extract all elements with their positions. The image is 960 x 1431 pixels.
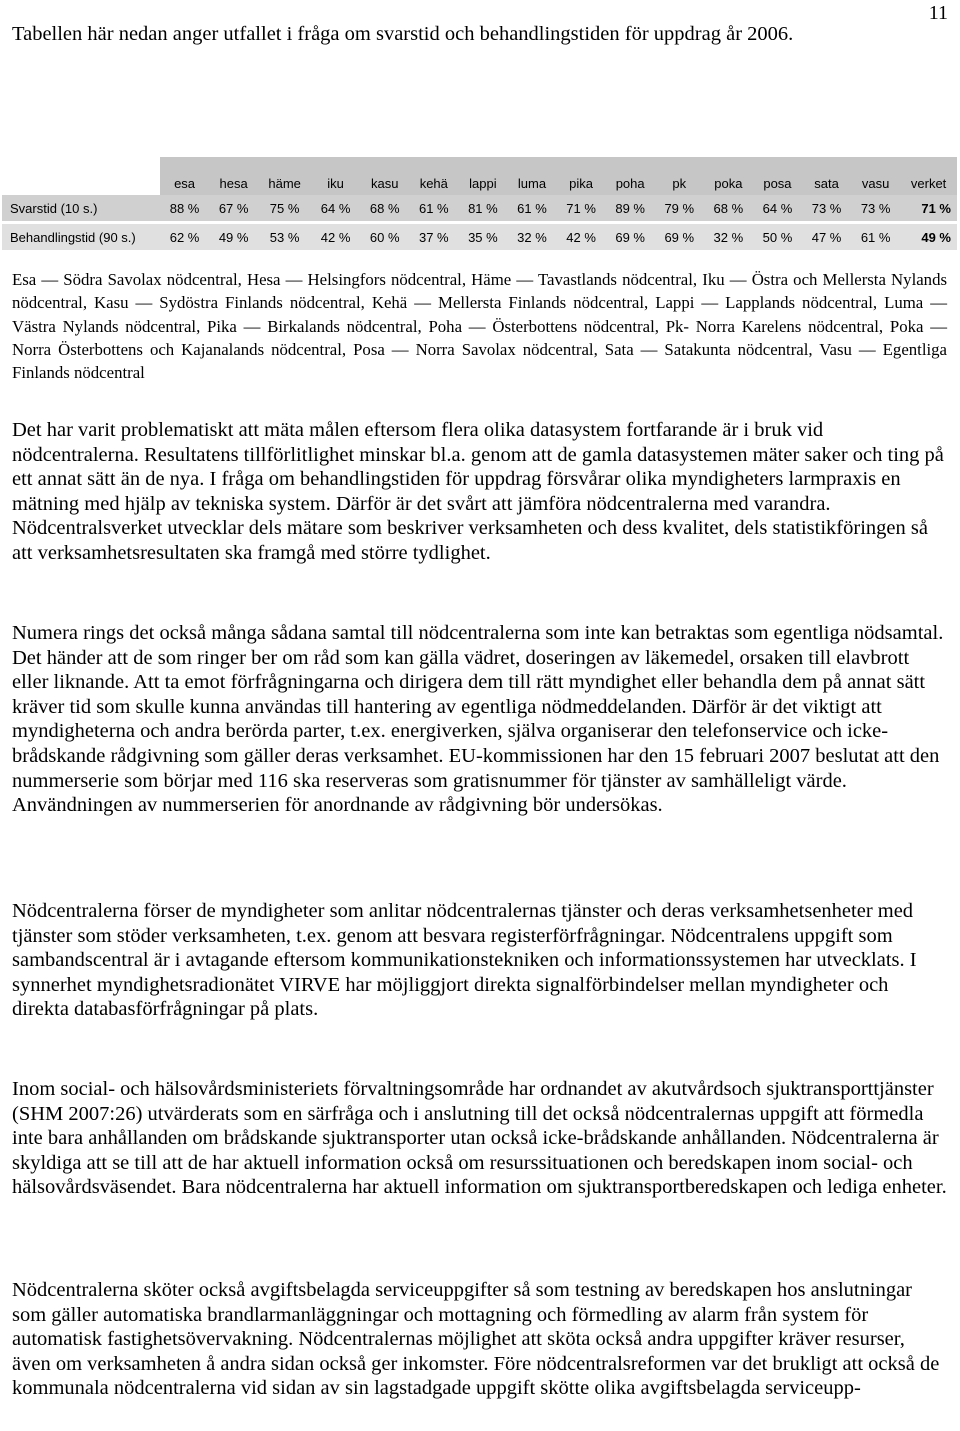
header-iku: iku bbox=[311, 154, 360, 195]
abbreviation-legend: Esa — Södra Savolax nödcentral, Hesa — Helsingfors nödcentral, Häme — Tavastlands nödcentral, Iku — Östra och Mellersta Nylands nödcentral, Kasu — Sydöstra Finlands nödcentral, Kehä — Mellersta Finlands nödcentral, Lappi — Lapplands nödcentral, Luma — Västra Nylands nödcentral, Pika — Birkalands nödcentral, Poha — Österbottens nödcentral, Pk- Norra Karelens nödcentral, Poka — Norra Österbottens och Kajanalands nödcentral, Posa — Norra Savolax nödcentral, Sata — Satakunta nödcentral, Vasu — Egentliga Finlands nödcentral bbox=[12, 270, 947, 383]
header-pk: pk bbox=[655, 154, 704, 195]
header-hesa: hesa bbox=[209, 154, 258, 195]
header-kasu: kasu bbox=[360, 154, 409, 195]
header-vasu: vasu bbox=[851, 154, 900, 195]
table-cell: 69 % bbox=[655, 223, 704, 251]
header-poha: poha bbox=[606, 154, 655, 195]
table-cell: 67 % bbox=[209, 195, 258, 223]
table-cell: 73 % bbox=[851, 195, 900, 223]
table-cell: 61 % bbox=[507, 195, 556, 223]
header-empty bbox=[2, 154, 160, 195]
results-table-container bbox=[2, 151, 957, 250]
intro-paragraph: Tabellen här nedan anger utfallet i fråga om svarstid och behandlingstiden för uppdrag år 2006. bbox=[12, 23, 794, 45]
table-cell: 68 % bbox=[704, 195, 753, 223]
body-paragraph: Numera rings det också många sådana samtal till nödcentralerna som inte kan betraktas som egentliga nödsamtal. Det händer att de som ringer ber om råd som kan gälla vädret, doseringen av läkemedel, orsaken till elavbrott eller liknande. Att ta emot förfrågningarna och dirigera dem till rätt myndighet eller behandla dem på annat sätt kräver tid som skulle kunna användas till hantering av egentliga nödmeddelanden. Därför är det viktigt att myndigheterna och andra berörda parter, t.ex. energiverken, själva organiserar den telefonservice och icke-brådskande rådgivning som gäller deras verksamhet. EU-kommissionen har den 15 februari 2007 beslutat att den nummerserie som börjar med 116 ska reserveras som gratisnummer för tjänster av samhälleligt värde. Användningen av nummerserien för anordnande av rådgivning bör undersökas. bbox=[12, 622, 944, 817]
table-cell: 75 % bbox=[258, 195, 311, 223]
table-cell: 64 % bbox=[311, 195, 360, 223]
table-cell: 71 % bbox=[557, 195, 606, 223]
body-paragraph: Inom social- och hälsovårdsministeriets förvaltningsområde har ordnandet av akutvårdsoch sjuktransporttjänster (SHM 2007:26) utvärderats som en särfråga och i anslutning till det också nödcentralernas uppgift att förmedla inte bara anhållanden om brådskande sjuktransporter utan också icke-brådskande anhållanden. Nödcentralerna är skyldiga att se till att de har aktuell information också om resurssituationen och beredskapen inom social- och hälsovårdsväsendet. Bara nödcentralerna har aktuell information om sjuktransportberedskapen och lediga enheter. bbox=[12, 1078, 947, 1199]
table-cell: 60 % bbox=[360, 223, 409, 251]
header-posa: posa bbox=[753, 154, 802, 195]
row-label: Svarstid (10 s.) bbox=[2, 195, 160, 223]
header-verket: verket bbox=[900, 154, 957, 195]
body-paragraph: Det har varit problematiskt att mäta målen eftersom flera olika datasystem fortfarande är i bruk vid nödcentralerna. Resultatens tillförlitlighet minskar bl.a. genom att de gamla datasystemen mäter saker och ting på ett annat sätt än de nya. I fråga om behandlingstiden för uppdrag försvårar olika myndigheters larmpraxis en mätning med hjälp av tekniska system. Därför är det svårt att jämföra nödcentralerna med varandra. Nödcentralsverket utvecklar dels mätare som beskriver verksamheten och dess kvalitet, dels statistikföringen så att verksamhetsresultaten ska framgå med större tydlighet. bbox=[12, 419, 944, 564]
header-luma: luma bbox=[507, 154, 556, 195]
table-cell: 37 % bbox=[409, 223, 458, 251]
header-keha: kehä bbox=[409, 154, 458, 195]
table-header-row bbox=[2, 154, 957, 195]
table-cell: 62 % bbox=[160, 223, 209, 251]
table-cell: 68 % bbox=[360, 195, 409, 223]
table-cell: 81 % bbox=[458, 195, 507, 223]
header-esa: esa bbox=[160, 154, 209, 195]
body-paragraph: Nödcentralerna förser de myndigheter som anlitar nödcentralernas tjänster och deras verksamhetsenheter med tjänster som stöder verksamheten, t.ex. genom att besvara registerförfrågningar. Nödcentralens uppgift som sambandscentral är i avtagande eftersom kommunikationstekniken och informationssystemen har utvecklats. I synnerhet myndighetsradionätet VIRVE har möjliggjort direkta signalförbindelser mellan myndigheter och direkta databasförfrågningar på plats. bbox=[12, 900, 917, 1021]
table-cell: 53 % bbox=[258, 223, 311, 251]
table-cell: 79 % bbox=[655, 195, 704, 223]
results-table bbox=[2, 151, 957, 250]
total-cell: 71 % bbox=[900, 195, 957, 223]
table-cell: 61 % bbox=[851, 223, 900, 251]
header-sata: sata bbox=[802, 154, 851, 195]
table-cell: 89 % bbox=[606, 195, 655, 223]
body-paragraph: Nödcentralerna sköter också avgiftsbelagda serviceuppgifter så som testning av beredskapen hos anslutningar som gäller automatiska brandlarmanläggningar och mottagning och förmedling av alarm från system för automatisk fastighetsövervakning. Nödcentralernas möjlighet att sköta också andra uppgifter kräver resurser, även om verksamheten å andra sidan också ger inkomster. Före nödcentralsreformen var det brukligt att också de kommunala nödcentralerna vid sidan av sin lagstadgade uppgift skötte olika avgiftsbelagda serviceupp- bbox=[12, 1279, 940, 1400]
table-cell: 50 % bbox=[753, 223, 802, 251]
table-cell: 32 % bbox=[507, 223, 556, 251]
table-cell: 49 % bbox=[209, 223, 258, 251]
table-cell: 42 % bbox=[557, 223, 606, 251]
header-hame: häme bbox=[258, 154, 311, 195]
table-cell: 61 % bbox=[409, 195, 458, 223]
table-cell: 42 % bbox=[311, 223, 360, 251]
total-cell: 49 % bbox=[900, 223, 957, 251]
table-cell: 32 % bbox=[704, 223, 753, 251]
table-row bbox=[2, 195, 957, 223]
row-label: Behandlingstid (90 s.) bbox=[2, 223, 160, 251]
page-number: 11 bbox=[928, 2, 948, 24]
table-cell: 88 % bbox=[160, 195, 209, 223]
table-cell: 69 % bbox=[606, 223, 655, 251]
header-lappi: lappi bbox=[458, 154, 507, 195]
table-cell: 47 % bbox=[802, 223, 851, 251]
header-pika: pika bbox=[557, 154, 606, 195]
table-row bbox=[2, 223, 957, 251]
header-poka: poka bbox=[704, 154, 753, 195]
table-cell: 35 % bbox=[458, 223, 507, 251]
table-cell: 64 % bbox=[753, 195, 802, 223]
table-cell: 73 % bbox=[802, 195, 851, 223]
